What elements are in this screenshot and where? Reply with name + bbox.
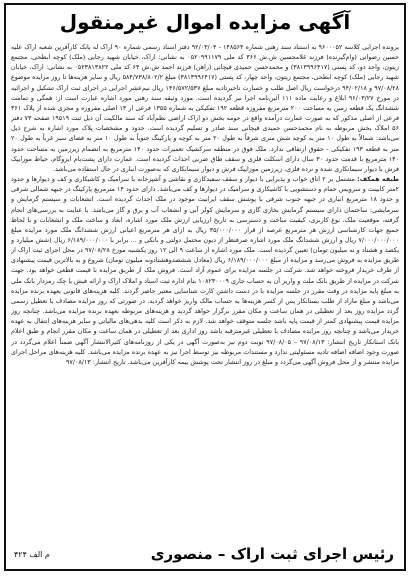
notice-section xyxy=(11,175,399,368)
notice-frame xyxy=(4,3,406,571)
section-label: طبقه همکف: xyxy=(357,176,399,184)
section-text: مشتمل بر ۲ اتاق خواب و پذیرایی با دیوار و سقف سفیدکاری و نقاشی و آشپزخانه با سرامیک و کاشیکاری و کف و دیوارها و حدود ۲متر کابینت و سرویس حمام و دستشویی با کاشیکاری و سرامیک در دیوارها و کف می‌باشد. دارای حدود ۱۴ مترمربع پارکینگ در جبهه شمالی شرقی و حدود ۱۸ مترمربع انباری در جبهه جنوب شرقی با پوشش سقف ایرانیت موجود در ملک احداث گردیده است. انشعابات و سیستم گرمایش و سرمایشی: ساختمان دارای سیستم گرمایش بخاری گازی و سرمایش کولر آبی و انشعاب آب و برق و گاز می‌باشد. با عنایت به بررسی‌های انجام گرفته، موقعیت ملک، نوع کاربری، کیفیت ساخت و دسترسی به تاریخ ارزیابی ارزش ملک مورد اشاره، ابعاد و ساخت ملک و انشعابات و با لحاظ جمیع جهات کارشناسی ارزش هر مترمربع عرصه از قرار ۳۵/۰۰۰/۰۰۰ ریال به ازای هر مترمربع اعیانی ارزش ششدانگ ملک مورد مزایده مبلغ ۷/۰۰۰/۰۰۰/۰۰۰ ریال و ارزش ششدانگ ملک مورد اشاره صرفنظر از دیون محتمل دولتی و بانکی و ... برابر با ۶/۱۸۹/۰۰۰/۰۰۰ ریال (شش میلیارد و یکصد و هشتاد و نه میلیون تومان) تعیین گردیده است. ملک مورد اشاره از ساعت ۹ الی ۱۲ روز یکشنبه مورخ ۹۷/۰۸/۲۸ در محل اجرای ثبت اراک از طریق مزایده به فروش می‌رسد و مزایده از مبلغ ۶/۱۸۹/۰۰۰/۰۰۰ ریال (معادل ششصدوهشتادونه میلیون تومان) شروع و به بالاترین قیمت پیشنهادی از طرف خریدار فروخته خواهد شد. شرکت در جلسه مزایده برای عموم آزاد است. فروش ملک از طریق مزایده با قیمت قطعی خواهد بود. جهت شرکت در مزایده از طریق بانک ملت و واریز آن به حساب جاری ۱۰۸۲۳۰۰۰۹ بنام اداره ثبت اسناد و املاک اراک و ارائه فیش یا چک رمزدار بانک ملی به مبلغ پایه مزایده در وقت مقرر در جلسه مزایده با در دست داشتن کارت شناسایی معتبر حاضر گردند. کلیه هزینه‌های قانونی بعهده برنده مزایده می‌باشد و مبلغ مازاد از طلب بستانکار پس از کسر هزینه‌ها به حساب مالک واریز خواهد گردید. در صورتی که روز مزایده مصادف با تعطیل رسمی گردد مزایده روز بعد از تعطیلی در همان ساعت و مکان مقرر برگزار خواهد گردید و هزینه‌های مربوطه بعهده برنده مزایده می‌باشد. چنانچه روز مزایده قیمت پیشنهادی کمتر از قیمت پایه باشد جلسه متوقف خواهد شد. لازم به ذکر است کلیه بدهی‌های مالیاتی و سایر هزینه‌های انتقال به عهده خریدار می‌باشد و چنانچه روز مزایده مصادف با تعطیلی غیرمترقبه باشد روز اداری بعد از تعطیلی در همان ساعت و مکان مقرر انجام و طبق اعلام بانک استانکار تاریخ انتشار: ۹۷/۰۸/۱۳ – ۹۷/۰۸/۰۵ نوبت دوم نیز به‌صورت آگهی در یکی از روزنامه‌های کثیرالانتشار آگهی ضمناً اعلام می‌گردد در صورت وجود اضافه اضافه تادیه مسئولیتی ندارد و مستندات مربوطه نیز توسط اجرا نیز به عهده برنده مزایده می‌باشد. کلیه هزینه‌های مراحل اجرای مزایده منتشر و از محل فروش آگهی می‌گردد و مبلغ در روز انتشار تحت پوشش بیمه کارآفرین می‌باشد. xyxy=(11,176,399,366)
signature: رئیس اجرای ثبت اراک – منصوری xyxy=(150,545,394,563)
notice-body xyxy=(11,43,399,533)
notice-paragraph: پرونده اجرایی کلاسه ۹۶۰۰۰۵۲ به استناد سند رهنی شماره ۱۴۸۵۶۴ - ۹۲/۰۳/۰۴ دفتر اسناد رسمی شماره ۹۰ اراک له بانک کارآفرین شعبه اراک علیه حسین رضوانی (وام‌گیرنده) فرزند غلامحسین ش.ش ۳۶۶ کد ملی ۰۵۲۰۹۹۱۱۷۹ به نشانی: اراک، خیابان شهید رجایی (ملک) کوچه ابطحی، مجتمع زیتون، واحد دو، کد پستی (۳۸۱۳۹۹۶۴۱۷) و محمدحسن حمیدی قیچانی (راهن) فرزند احمد ش.ش ۶۴ کد ملی ۰۵۲۳۸۱۳۸۲۲ به نشانی: اراک، خیابان شهید رجایی (ملک) کوچه ابطحی، مجتمع زیتون، واحد چهار، کد پستی (۳۸۱۳۹۹۶۴۱۷) مبلغ ۵۸۴/۷۳۸/۸۰۲/۲ ریال و سایر هزینه‌ها تا روز مزایده موضوع ۹۷/۰۸/۲۸ و ۹۴/۰۲/۱۸ درخواست ریال اصل طلب و خسارت تاخیرتادیه مبلغ ۱۴۶/۵۷۲/۵۳۷ ریال نیم‌عشر اجرایی در اجرای ثبت اراک تشکیل و اجرائیه در مورخ ۹۶/۰۳/۲۷ ابلاغ و رعایت ماده ۱۱۱ آئین‌نامه اجرا نیز گردیده است. مورد وثیقه سند رهنی مورد اشاره عبارت است از: همگی و تمامت ششدانگ یک قطعه زمین به مساحت ۲۰۰ مترمربع مفروزه قطعه ۱۹۲ تفکیکی به شماره ۱۳۵۵ فرعی از ۱۴ اصلی مفروزه و مجزی شده از پلاک ۳۶۱ فرعی از اصلی مذکور که به صورت عمارت درآمده واقع در حومه بخش دو اراک اراضی نظم‌آباد که سند مالکیت آن ذیل ثبت ۱۹۵۱۹ صفحه ۷۳ دفتر ۵۶ املاک بخش مربوطه به نام محمدحسن حمیدی قیچانی سند صادر و تسلیم گردیده است. حدود و مشخصات پلاک مورد اشاره به شرح ذیل می‌باشد: شمالاً به طول ۱۰ متر به کوچه شش متری شرقاً به طول ۲۰ متر به کوچه و پارکینگ جنوباً به طول ۱۰ متر به فضای سبز غرباً به طول ۲۰ متر به قطعه ۱۹۳ تفکیکی - حقوق ارتفاقی ندارد. ملک فوق در منطقه سرکشیک تعمیرات حدود ۱۴۰ مترمربع به انضمام زیرزمین به مساحت حدود ۱۴۰ مترمربع با قدمت حدود ۳۰ سال دارای اسکلت فلزی و سقف طاق ضربی احداث گردیده است. عمارت دارای پشت‌بام ایزوگام، حیاط موزاییک فرش با دیوار سیمانکاری شده و نرده فلزی، زیرزمین موزاییک فرش و دیوار سیمانکاری که به‌صورت انباری در حال استفاده می‌باشد. xyxy=(11,44,399,173)
notice-code: م الف ۴۲۴ xyxy=(14,550,50,559)
notice-title: آگهی مزایده اموال غیرمنقول xyxy=(59,10,351,34)
publish-date: تاریخ انتشار: ۹۷/۰۸/۱۳ xyxy=(65,358,126,366)
